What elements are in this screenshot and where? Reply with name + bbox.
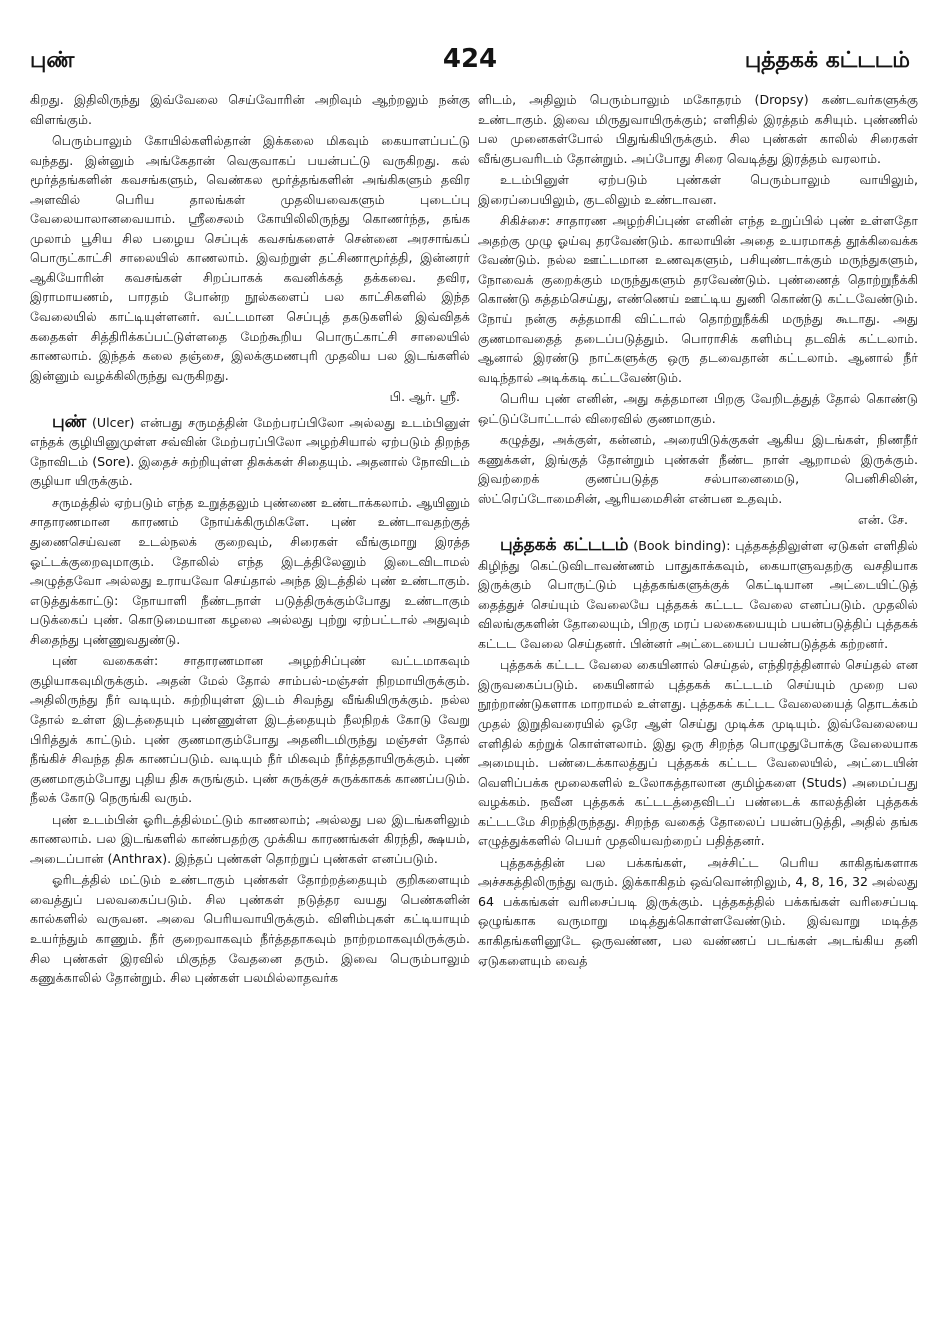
paragraph-internal-ulcers: உடம்பினுள் ஏற்படும் புண்கள் பெரும்பாலும் வாயிலும், இரைப்பையிலும், குடலிலும் உண்டாவன. (478, 172, 918, 207)
running-head-left: புண் (30, 48, 75, 73)
entry-ulcer-intro: (Ulcer) என்பது சருமத்தின் மேற்பரப்பிலோ அல்லது உடம்பினுள் எந்தக் குழியினுமுள்ள சவ்வின் மேற்பரப்பிலோ அழற்சியால் ஏற்படும் திறந்த நோவிடம் (Sore). இதைச் சுற்றியுள்ள திசுக்கள் சிதையும். அதனால் நோவிடம் குழியா யிருக்கும். (30, 414, 470, 489)
paragraph-binding-folding: புத்தகத்தின் பல பக்கங்கள், அச்சிட்ட பெரிய காகிதங்களாக அச்சகத்திலிருந்து வரும். இக்காகிதம் ஒவ்வொன்றிலும், 4, 8, 16, 32 அல்லது 64 பக்கங்கள் வரிசைப்படி இருக்கும். புத்தகத்தில் பக்கங்கள் வரிசைப்படி ஒழுங்காக வருமாறு மடித்துக்கொள்ளவேண்டும். இவ்வாறு மடித்த காகிதங்களினூடே ஒருவண்ண, பல வண்ணப் படங்கள் அடங்கிய தனி ஏடுகளையும் வைத் (478, 854, 918, 968)
entry-heading-book-binding: புத்தகக் கட்டடம் (500, 535, 629, 556)
paragraph-treatment: சிகிச்சை: சாதாரண அழற்சிப்புண் எனின் எந்த உறுப்பில் புண் உள்ளதோ அதற்கு முழு ஓய்வு தரவேண்டும். காலாயின் அதை உயரமாகத் தூக்கிவைக்க வேண்டும். நல்ல ஊட்டமான உணவுகளும், பசியுண்டாக்கும் மருந்துகளும், நோவைக் குறைக்கும் மருந்துகளும் தரவேண்டும். புண்ணைத் தொற்றுநீக்கி கொண்டு சுத்தம்செய்து, எண்ணெய் ஊட்டிய துணி கொண்டு கட்டவேண்டும். நோய் நன்கு சுத்தமாகி விட்டால் தொற்றுநீக்கி மருந்து கூடாது. அது குணமாவதைத் தடைப்படுத்தும். பொராசிக் களிம்பு தடவிக் கட்டலாம். ஆனால் இரண்டு நாட்களுக்கு ஒரு தடவைதான் கட்டலாம். ஆனால் நீர் வடிந்தால் அடிக்கடி கட்டவேண்டும். (478, 213, 918, 385)
paragraph-temple-art: பெரும்பாலும் கோயில்களில்தான் இக்கலை மிகவும் கையாளப்பட்டு வந்தது. இன்னும் அங்கேதான் வெகுவாகப் பயன்பட்டு வருகிறது. கல் மூர்த்தங்களின் கவசங்களும், வெண்கல மூர்த்தங்களின் அங்கிகளும் தவிர அளவில் பெரிய தாலங்கள் முதலியவைகளும் புடைப்பு வேலையாலானவையாம். ஸ்ரீசைலம் கோயிலிலிருந்து கொணர்ந்த, தங்க முலாம் பூசிய சில பழைய செப்புக் கவசங்களைச் சென்னை அரசாங்கப் பொருட்காட்சி சாலையில் காணலாம். இவற்றுள் தட்சிணாமூர்த்தி, இன்னரர் ஆகியோரின் கவசங்கள் சிறப்பாகக் கவனிக்கத் தக்கவை. தவிர, இராமாயணம், பாரதம் போன்ற நூல்களைப் பல காட்சிகளில் இந்த வேலையில் காட்டியுள்ளனர். வட்டமான செப்புத் தகடுகளில் இவ்விதக் கதைகள் சித்திரிக்கப்பட்டுள்ளதை மேற்கூறிய பொருட்காட்சி சாலையில் காணலாம். இந்தக் கலை தஞ்சை, இலக்குமணபுரி முதலிய பல இடங்களில் இன்னும் வழக்கிலிருந்து வருகிறது. (30, 133, 470, 383)
entry-book-binding (478, 536, 918, 653)
entry-book-binding-intro: (Book binding): புத்தகத்திலுள்ள ஏடுகள் எளிதில் கிழிந்து கெட்டுவிடாவண்ணம் பாதுகாக்கவும், கையாளுவதற்கு வசதியாக இருக்கும் பொருட்டும் புத்தகங்களுக்குக் கெட்டியான அட்டையிட்டுத் தைத்துச் செய்யும் வேலையே புத்தகக் கட்டட வேலை எனப்படும். முதலில் விலங்குகளின் தோலையும், பிறகு மரப் பலகையையும் பயன்படுத்திப் புத்தகக் கட்டட வேலை செய்தனர். பின்னர் அட்டையைப் பயன்படுத்தக் கற்றனர். (478, 538, 918, 651)
paragraph-large-ulcer: பெரிய புண் எனின், அது சுத்தமான பிறகு வேறிடத்துத் தோல் கொண்டு ஒட்டுப்போட்டால் விரைவில் குணமாகும். (478, 391, 918, 426)
page-number: 424 (442, 44, 498, 74)
left-column (30, 90, 470, 1325)
running-head-right: புத்தகக் கட்டடம் (744, 48, 910, 73)
paragraph-ulcer-local: ஓரிடத்தில் மட்டும் உண்டாகும் புண்கள் தோற்றத்தையும் குறிகளையும் வைத்துப் பலவகைப்படும். சில புண்கள் நடுத்தர வயது பெண்களின் கால்களில் வருவன. அவை பெரியவாயிருக்கும். விளிம்புகள் கட்டியாயும் உயர்ந்தும் காணும். நீர் குறைவாகவும் நீர்த்ததாகவும் நாற்றமாகவுமிருக்கும். சில புண்கள் இரவில் மிகுந்த வேதனை தரும். இவை பெரும்பாலும் கணுக்காலில் தோன்றும். சில புண்கள் பலமில்லாதவர்க (30, 872, 470, 986)
paragraph-ulcer-locations: புண் உடம்பின் ஓரிடத்தில்மட்டும் காணலாம்; அல்லது பல இடங்களிலும் காணலாம். பல இடங்களில் காண்பதற்கு முக்கிய காரணங்கள் கிரந்தி, க்ஷயம், அடைப்பான் (Anthrax). இந்தப் புண்கள் தொற்றுப் புண்கள் எனப்படும். (30, 811, 470, 866)
page-header (30, 44, 910, 84)
paragraph-binding-methods: புத்தகக் கட்டட வேலை கையினால் செய்தல், எந்திரத்தினால் செய்தல் என இருவகைப்படும். கையினால் புத்தகக் கட்டடம் செய்யும் முறை பல நூற்றாண்டுகளாக மாறாமல் உள்ளது. புத்தகக் கட்டட வேலையைத் தொடக்கம் முதல் இறுதிவரையில் ஒரே ஆள் செய்து முடிக்க முடியும். இவ்வேலையை எளிதில் கற்றுக் கொள்ளலாம். இது ஒரு சிறந்த பொழுதுபோக்கு வேலையாக அமையும். பண்டைக்காலத்துப் புத்தகக் கட்டட வேலையில், அட்டையின் வெளிப்பக்க மூலைகளில் உலோகத்தாலான குமிழ்களை (Studs) அமைப்பது வழக்கம். நவீன புத்தகக் கட்டடத்தைவிடப் பண்டைக் காலத்தின் புத்தகக் கட்டடமே சிறந்திருந்தது. சிறந்த வகைத் தோலைப் பயன்படுத்தி, அதில் தங்க எழுத்துக்களில் பெயர் முதலியவற்றைப் பதித்தனர். (478, 657, 918, 849)
entry-heading-ulcer: புண் (52, 411, 87, 432)
right-column (478, 90, 918, 1325)
paragraph-ulcer-types: புண் வகைகள்: சாதாரணமான அழற்சிப்புண் வட்டமாகவும் குழியாகவுமிருக்கும். அதன் மேல் தோல் சாம்பல்-மஞ்சள் நிறமாயிருக்கும். அதிலிருந்து நீர் வடியும். சுற்றியுள்ள இடம் சிவந்து வீங்கியிருக்கும். நல்ல தோல் உள்ள இடத்தையும் புண்ணுள்ள இடத்தையும் நீலநிறக் கோடு வேறு பிரித்துக் காட்டும். புண் குணமாகும்போது அதனிடமிருந்து மஞ்சள் தோல் நீங்கிச் சிவந்த திசு காணப்படும். வடியும் நீர் மிகவும் நீர்த்ததாயிருக்கும். புண் குணமாகும்போது புதிய திசு சுருங்கும். புண் சுருக்குச் சுருக்காகக் காணப்படும். நீலக் கோடு நெருங்கி வரும். (30, 653, 470, 806)
paragraph-gland-ulcers: கழுத்து, அக்குள், கன்னம், அரையிடுக்குகள் ஆகிய இடங்கள், நிணநீர் கணுக்கள், இங்குத் தோன்றும் புண்கள் நீண்ட நாள் ஆறாமல் இருக்கும். இவற்றைக் குணப்படுத்த சல்பானைமைடு, பெனிசிலின், ஸ்ட்ரெப்டோமைசின், ஆரியமைசின் என்பன உதவும். (478, 432, 918, 506)
paragraph-continuation-right: ளிடம், அதிலும் பெரும்பாலும் மகோதரம் (Dropsy) கண்டவர்களுக்கு உண்டாகும். இவை மிருதுவாயிருக்கும்; எளிதில் இரத்தம் கசியும். புண்ணில் பல முனைகள்போல் பிதுங்கியிருக்கும். சில புண்கள் காலில் சிரைகள் வீங்குபவரிடம் தோன்றும். அப்போது சிரை வெடித்து இரத்தம் வரலாம். (478, 92, 918, 166)
author-signature: பி. ஆர். ஸ்ரீ. (389, 389, 460, 405)
entry-ulcer (30, 413, 470, 491)
paragraph-continuation: கிறது. இதிலிருந்து இவ்வேலை செய்வோரின் அறிவும் ஆற்றலும் நன்கு விளங்கும். (30, 92, 470, 127)
paragraph-ulcer-causes: சருமத்தில் ஏற்படும் எந்த உறுத்தலும் புண்ணை உண்டாக்கலாம். ஆயினும் சாதாரணமான காரணம் நோய்க்கிருமிகளே. புண் உண்டாவதற்குத் துணைசெய்வன உடல்நலக் குறைவும், சிரைகள் வீங்குமாறு இரத்த ஓட்டக்குறைவுமாகும். தோலில் எந்த இடத்திலேனும் இடைவிடாமல் அழுத்தவோ அல்லது உராயவோ செய்தால் அந்த இடத்தில் புண் உண்டாகும். எடுத்துக்காட்டு: நோயாளி நீண்டநாள் படுத்திருக்கும்போது உண்டாகும் படுக்கைப் புண். கொடுமையான கழலை அல்லது புற்று ஏற்பட்டால் அதுவும் சிதைந்து புண்ணுவதுண்டு. (30, 494, 470, 647)
author-signature-2: என். சே. (858, 512, 908, 528)
